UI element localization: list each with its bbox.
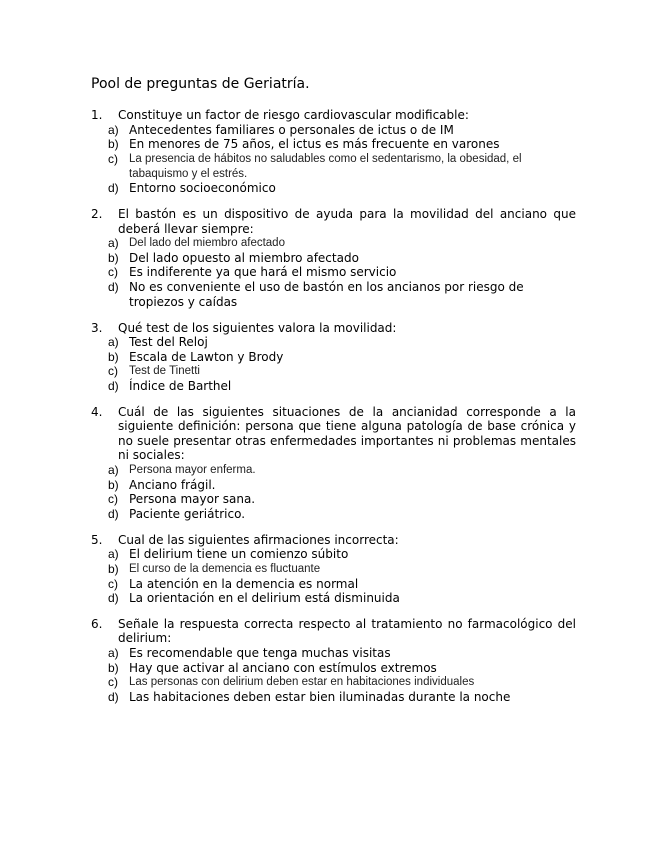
option-text: La presencia de hábitos no saludables como el sedentarismo, la obesidad, el tabaquismo y el estrés.: [129, 152, 522, 180]
option-b: [108, 562, 576, 577]
option-letter: a): [108, 462, 119, 477]
option-c: [108, 577, 576, 592]
option-text: Entorno socioeconómico: [129, 181, 276, 196]
option-letter: d): [108, 506, 119, 521]
option-d: [108, 690, 576, 705]
option-a: [108, 463, 576, 478]
option-letter: a): [108, 236, 119, 251]
option-b: [108, 251, 576, 266]
option-text: Hay que activar al anciano con estímulos extremos: [129, 660, 437, 675]
option-a: [108, 123, 576, 138]
option-letter: d): [108, 181, 119, 196]
question-text: Cual de las siguientes afirmaciones incorrecta:: [118, 532, 399, 547]
option-letter: c): [108, 364, 118, 379]
option-text: Es indiferente ya que hará el mismo servicio: [129, 265, 397, 280]
option-c: [108, 152, 576, 181]
option-list: [91, 646, 576, 705]
question-text: El bastón es un dispositivo de ayuda para la movilidad del anciano que deberá llevar siempre:: [118, 207, 576, 236]
option-letter: b): [108, 561, 119, 576]
question-number: 5.: [91, 532, 103, 547]
option-text: Las habitaciones deben estar bien iluminadas durante la noche: [129, 690, 511, 705]
option-d: [108, 591, 576, 606]
option-text: Antecedentes familiares o personales de ictus o de IM: [129, 122, 454, 137]
option-c: [108, 492, 576, 507]
option-d: [108, 507, 576, 522]
option-list: [91, 463, 576, 522]
option-text: Es recomendable que tenga muchas visitas: [129, 645, 391, 660]
option-list: [91, 123, 576, 197]
option-letter: c): [108, 576, 118, 591]
option-text: Las personas con delirium deben estar en habitaciones individuales: [129, 676, 475, 689]
option-letter: b): [108, 250, 119, 265]
option-letter: d): [108, 591, 119, 606]
option-text: Persona mayor enferma.: [129, 463, 256, 476]
option-text: Escala de Lawton y Brody: [129, 349, 284, 364]
option-letter: c): [108, 151, 118, 166]
option-c: [108, 265, 576, 280]
question-5: [91, 533, 576, 606]
question-3: [91, 321, 576, 394]
option-text: El curso de la demencia es fluctuante: [129, 562, 321, 575]
option-a: [108, 236, 576, 251]
option-text: Paciente geriátrico.: [129, 506, 246, 521]
question-number: 6.: [91, 616, 103, 631]
option-b: [108, 478, 576, 493]
option-list: [91, 547, 576, 606]
option-b: [108, 661, 576, 676]
option-letter: b): [108, 477, 119, 492]
question-text: Constituye un factor de riesgo cardiovascular modificable:: [118, 108, 469, 122]
question-1: [91, 108, 576, 196]
option-text: No es conveniente el uso de bastón en los ancianos por riesgo de tropiezos y caídas: [129, 280, 524, 309]
option-text: Test de Tinetti: [129, 365, 200, 378]
option-letter: c): [108, 492, 118, 507]
option-letter: a): [108, 122, 119, 137]
option-list: [91, 236, 576, 310]
option-letter: a): [108, 335, 119, 350]
option-letter: b): [108, 660, 119, 675]
question-number: 2.: [91, 207, 103, 222]
question-text: Señale la respuesta correcta respecto al tratamiento no farmacológico del delirium:: [118, 616, 576, 646]
option-letter: c): [108, 675, 118, 690]
option-letter: a): [108, 645, 119, 660]
option-text: Test del Reloj: [129, 335, 208, 350]
question-number: 1.: [91, 108, 103, 122]
option-b: [108, 350, 576, 365]
question-4: [91, 405, 576, 522]
option-text: Índice de Barthel: [129, 379, 232, 394]
option-a: [108, 335, 576, 350]
option-c: [108, 675, 576, 690]
option-a: [108, 646, 576, 661]
question-number: 3.: [91, 320, 103, 335]
option-letter: d): [108, 690, 119, 705]
option-text: Anciano frágil.: [129, 477, 216, 492]
option-text: Del lado del miembro afectado: [129, 237, 285, 250]
question-list: [91, 108, 576, 716]
question-number: 4.: [91, 404, 103, 419]
option-d: [108, 280, 576, 309]
option-c: [108, 364, 576, 379]
option-letter: b): [108, 349, 119, 364]
option-text: Persona mayor sana.: [129, 492, 256, 507]
option-text: En menores de 75 años, el ictus es más frecuente en varones: [129, 137, 500, 152]
option-letter: a): [108, 547, 119, 562]
option-text: La atención en la demencia es normal: [129, 576, 359, 591]
option-text: La orientación en el delirium está disminuida: [129, 591, 400, 606]
option-text: Del lado opuesto al miembro afectado: [129, 250, 359, 265]
question-text: Qué test de los siguientes valora la movilidad:: [118, 320, 397, 335]
option-a: [108, 547, 576, 562]
option-letter: c): [108, 265, 118, 280]
question-text: Cuál de las siguientes situaciones de la ancianidad corresponde a la siguiente definición: persona que tiene alguna patología de base crónica y no suele presentar otras enfermedades importantes ni problemas mentales ni sociales:: [118, 404, 576, 463]
option-b: [108, 137, 576, 152]
option-d: [108, 181, 576, 196]
option-letter: d): [108, 379, 119, 394]
option-letter: d): [108, 280, 119, 295]
option-text: El delirium tiene un comienzo súbito: [129, 547, 349, 562]
question-6: [91, 617, 576, 705]
option-list: [91, 335, 576, 394]
question-2: [91, 207, 576, 310]
option-letter: b): [108, 137, 119, 152]
option-d: [108, 379, 576, 394]
document-title: Pool de preguntas de Geriatría.: [91, 76, 310, 92]
